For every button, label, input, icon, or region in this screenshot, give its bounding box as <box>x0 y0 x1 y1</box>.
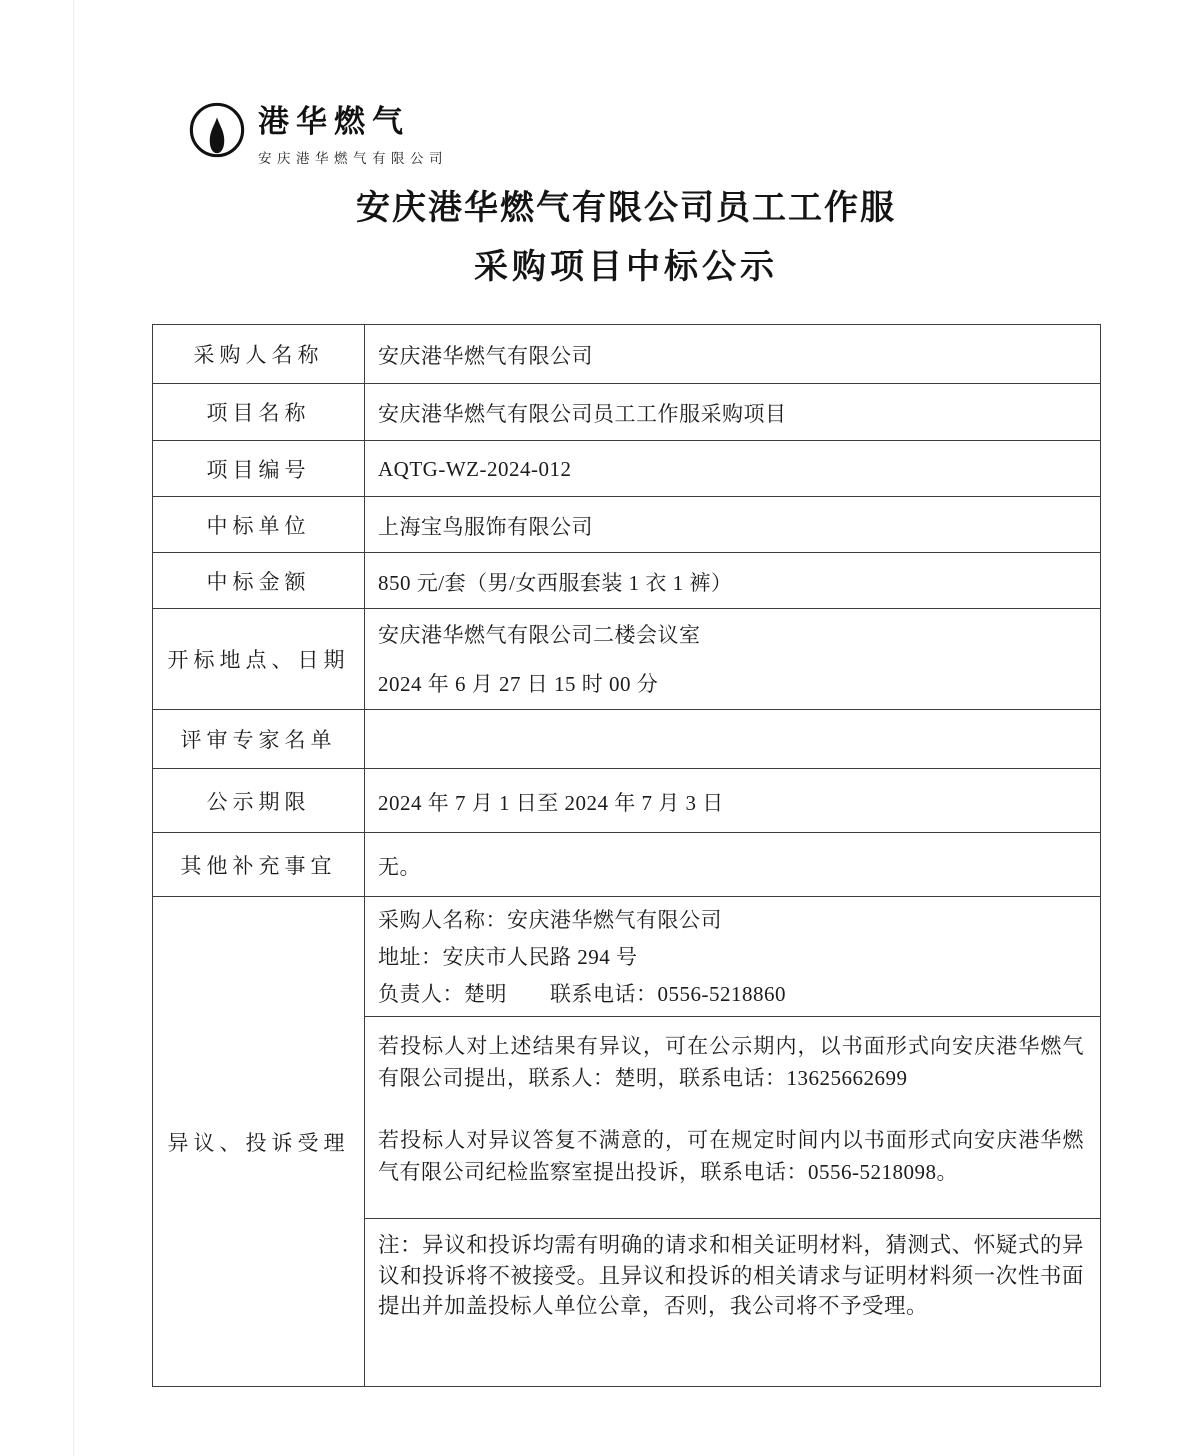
row-label: 公示期限 <box>153 769 365 833</box>
table-row-project-number <box>153 441 1101 497</box>
logo-company-text: 安庆港华燃气有限公司 <box>258 151 448 166</box>
row-label: 项目编号 <box>153 441 365 497</box>
objection-paragraph-2: 若投标人对异议答复不满意的，可在规定时间内以书面形式向安庆港华燃气有限公司纪检监察室提出投诉，联系电话：0556-5218098。 <box>378 1128 1084 1184</box>
row-value: 无。 <box>365 833 1101 897</box>
table-row-project-name <box>153 384 1101 441</box>
title-line-1: 安庆港华燃气有限公司员工工作服 <box>356 190 896 227</box>
opening-place: 安庆港华燃气有限公司二楼会议室 <box>378 623 701 647</box>
row-value: 上海宝鸟服饰有限公司 <box>365 497 1101 553</box>
row-value: 2024 年 7 月 1 日至 2024 年 7 月 3 日 <box>365 769 1101 833</box>
row-value <box>365 710 1101 769</box>
table-row-winning-bidder <box>153 497 1101 553</box>
row-label: 项目名称 <box>153 384 365 441</box>
objection-contact-cell <box>365 897 1101 1017</box>
row-value: 850 元/套（男/女西服套装 1 衣 1 裤） <box>365 553 1101 609</box>
document-title <box>152 191 1100 285</box>
row-label: 中标单位 <box>153 497 365 553</box>
logo <box>188 101 448 167</box>
row-value: 安庆港华燃气有限公司员工工作服采购项目 <box>365 384 1101 441</box>
opening-date: 2024 年 6 月 27 日 15 时 00 分 <box>378 672 659 696</box>
row-label: 评审专家名单 <box>153 710 365 769</box>
table-row-opening-place-date <box>153 609 1101 710</box>
row-label-objection: 异议、投诉受理 <box>153 897 365 1387</box>
row-label: 中标金额 <box>153 553 365 609</box>
table-row-objection-contact <box>153 897 1101 1017</box>
logo-text <box>258 101 448 167</box>
flame-in-circle-icon <box>188 101 246 159</box>
objection-paragraph-1: 若投标人对上述结果有异议，可在公示期内，以书面形式向安庆港华燃气有限公司提出，联系人：楚明，联系电话：13625662699 <box>378 1034 1084 1090</box>
bid-announcement-table <box>152 324 1101 1387</box>
objection-purchaser-line: 采购人名称：安庆港华燃气有限公司 <box>378 908 722 932</box>
objection-address-line: 地址：安庆市人民路 294 号 <box>378 945 638 969</box>
objection-note-cell: 注：异议和投诉均需有明确的请求和相关证明材料，猜测式、怀疑式的异议和投诉将不被接受。且异议和投诉的相关请求与证明材料须一次性书面提出并加盖投标人单位公章，否则，我公司将不予受理。 <box>365 1219 1101 1387</box>
row-label: 开标地点、日期 <box>153 609 365 710</box>
row-value: AQTG-WZ-2024-012 <box>365 441 1101 497</box>
row-value: 安庆港华燃气有限公司 <box>365 325 1101 384</box>
table-row-winning-amount <box>153 553 1101 609</box>
table-row-purchaser <box>153 325 1101 384</box>
row-label: 其他补充事宜 <box>153 833 365 897</box>
objection-person-phone-line: 负责人：楚明 联系电话：0556-5218860 <box>378 982 786 1006</box>
objection-procedure-cell <box>365 1017 1101 1219</box>
table-row-publicity-period <box>153 769 1101 833</box>
row-value <box>365 609 1101 710</box>
table-row-other-matters <box>153 833 1101 897</box>
row-label: 采购人名称 <box>153 325 365 384</box>
logo-brand-text: 港华燃气 <box>258 104 410 139</box>
title-line-2: 采购项目中标公示 <box>474 249 778 286</box>
scan-artifact-line <box>73 0 74 1456</box>
table-row-expert-list <box>153 710 1101 769</box>
